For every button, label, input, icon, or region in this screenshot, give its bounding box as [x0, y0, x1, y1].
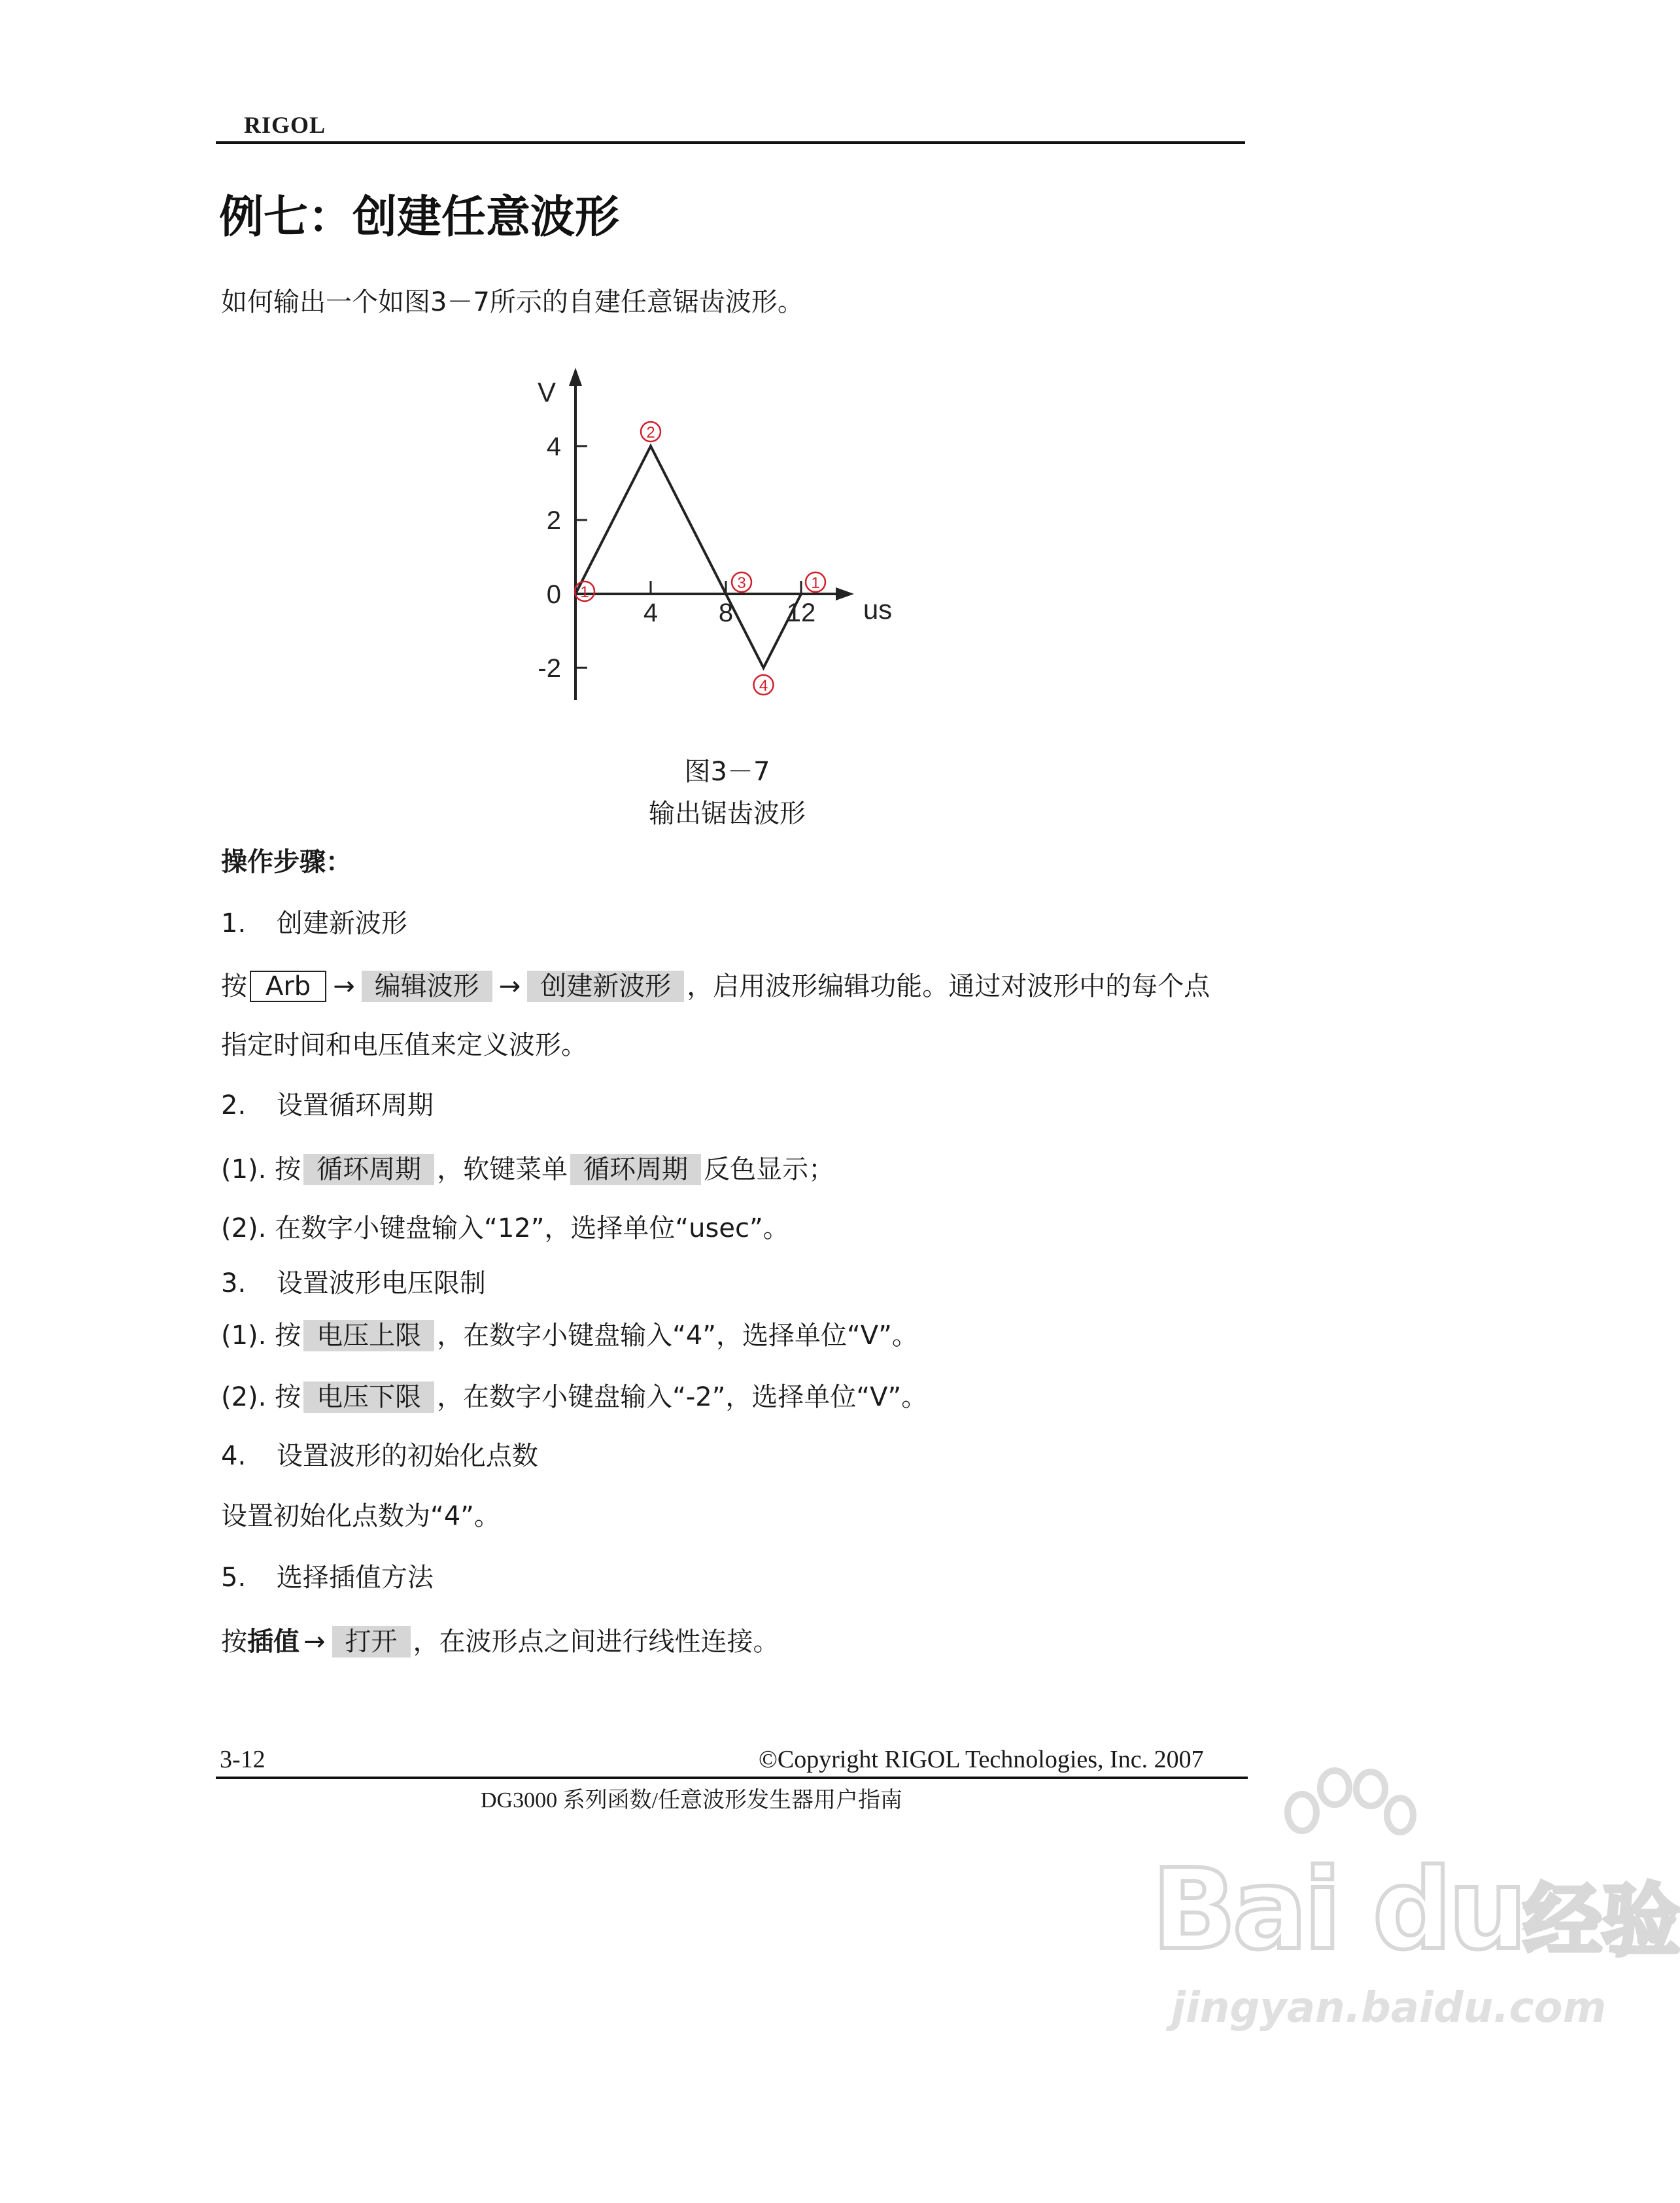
figure-caption-number: 图3－7	[684, 757, 770, 787]
instruction-text: ，启用波形编辑功能。通过对波形中的每个点	[687, 971, 1210, 1001]
instruction-text: ，在数字小键盘输入“-2”，选择单位“V”。	[437, 1382, 928, 1412]
footer-rule	[216, 1777, 1248, 1779]
instruction-text: 按	[275, 1154, 301, 1185]
x-axis-unit-label: us	[863, 594, 893, 625]
figure-caption-title: 输出锯齿波形	[649, 799, 806, 829]
step-number: 5.	[221, 1563, 247, 1593]
footer-manual-title: DG3000 系列函数/任意波形发生器用户指南	[481, 1788, 903, 1813]
watermark-brand: Bai du	[1152, 1845, 1524, 1975]
page-title: 例七：创建任意波形	[219, 192, 620, 243]
step-2-sub-1	[221, 1154, 834, 1185]
header-brand: RIGOL	[244, 112, 326, 138]
step-3-sub-2	[221, 1381, 927, 1413]
y-axis-arrow-icon	[569, 368, 582, 386]
x-axis-arrow-icon	[836, 587, 854, 600]
on-softkey[interactable]: 打开	[332, 1626, 411, 1657]
step-5-heading	[221, 1565, 434, 1591]
sub-step-number: (2).	[221, 1382, 267, 1412]
sub-step-number: (1).	[221, 1154, 267, 1185]
cycle-period-softkey-menu[interactable]: 循环周期	[570, 1154, 701, 1185]
instruction-text: ，在数字小键盘输入“4”，选择单位“V”。	[437, 1321, 918, 1351]
arrow-right-icon: →	[303, 1627, 326, 1657]
point-marker-label: 3	[737, 574, 746, 592]
waveform-figure	[517, 353, 935, 733]
step-number: 3.	[221, 1268, 247, 1298]
instruction-text: 按	[221, 1627, 247, 1657]
point-marker-label: 2	[646, 424, 655, 442]
baidu-watermark	[1152, 1768, 1680, 2082]
footer-page-number: 3-12	[220, 1746, 266, 1773]
voltage-low-softkey[interactable]: 电压下限	[303, 1381, 434, 1413]
instruction-text: 按	[275, 1321, 301, 1351]
point-marker-label: 1	[811, 574, 820, 592]
watermark-url: jingyan.baidu.com	[1171, 1984, 1607, 2032]
instruction-text: 按	[221, 971, 247, 1001]
arrow-right-icon: →	[333, 971, 355, 1001]
instruction-text: 反色显示；	[704, 1154, 835, 1185]
step-number: 2.	[221, 1090, 247, 1120]
x-tick-label: 8	[718, 598, 734, 627]
point-marker-label: 1	[580, 583, 589, 601]
step-number: 4.	[221, 1441, 247, 1471]
step-4-heading	[221, 1443, 538, 1469]
instruction-text: 在数字小键盘输入“12”，选择单位“usec”。	[275, 1213, 789, 1243]
sub-step-number: (1).	[221, 1321, 267, 1351]
point-marker-label: 4	[759, 677, 768, 695]
y-tick-label: -2	[538, 654, 561, 683]
intro-text: 如何输出一个如图3－7所示的自建任意锯齿波形。	[221, 287, 804, 317]
sub-step-number: (2).	[221, 1213, 267, 1243]
y-tick-label: 2	[546, 506, 561, 535]
instruction-text: ，在波形点之间进行线性连接。	[413, 1627, 780, 1657]
y-tick-label: 0	[546, 580, 561, 609]
arb-key[interactable]: Arb	[250, 971, 326, 1002]
steps-heading: 操作步骤：	[221, 847, 352, 877]
instruction-text: ，软键菜单	[437, 1154, 568, 1185]
step-title: 选择插值方法	[276, 1563, 434, 1593]
interpolation-label: 插值	[247, 1627, 300, 1657]
step-2-heading	[221, 1092, 434, 1119]
instruction-text: 按	[275, 1382, 301, 1412]
step-title: 创建新波形	[276, 909, 407, 939]
step-number: 1.	[221, 909, 247, 939]
paw-icon	[1263, 1768, 1420, 1853]
create-new-waveform-softkey[interactable]: 创建新波形	[527, 971, 684, 1002]
step-5-instruction	[221, 1626, 780, 1657]
x-tick-label: 4	[643, 598, 659, 627]
step-title: 设置波形的初始化点数	[276, 1441, 538, 1471]
y-tick-label: 4	[546, 432, 561, 461]
step-1-continuation: 指定时间和电压值来定义波形。	[221, 1030, 587, 1060]
edit-waveform-softkey[interactable]: 编辑波形	[362, 971, 492, 1002]
step-title: 设置循环周期	[276, 1090, 434, 1120]
cycle-period-softkey[interactable]: 循环周期	[303, 1154, 434, 1185]
step-3-heading	[221, 1270, 486, 1296]
waveform-line	[575, 446, 801, 668]
y-axis-label: V	[537, 377, 557, 408]
header-rule	[216, 141, 1245, 144]
step-3-sub-1	[221, 1320, 918, 1351]
arrow-right-icon: →	[498, 971, 521, 1001]
step-4-text: 设置初始化点数为“4”。	[221, 1501, 500, 1531]
step-1-heading	[221, 911, 407, 937]
step-1-instruction	[221, 971, 1210, 1002]
step-title: 设置波形电压限制	[276, 1268, 486, 1298]
watermark-service: 经验	[1523, 1876, 1680, 1967]
x-tick-label: 12	[786, 598, 816, 627]
step-2-sub-2	[221, 1215, 789, 1241]
footer-copyright: ©Copyright RIGOL Technologies, Inc. 2007	[759, 1746, 1204, 1773]
voltage-high-softkey[interactable]: 电压上限	[303, 1320, 434, 1351]
